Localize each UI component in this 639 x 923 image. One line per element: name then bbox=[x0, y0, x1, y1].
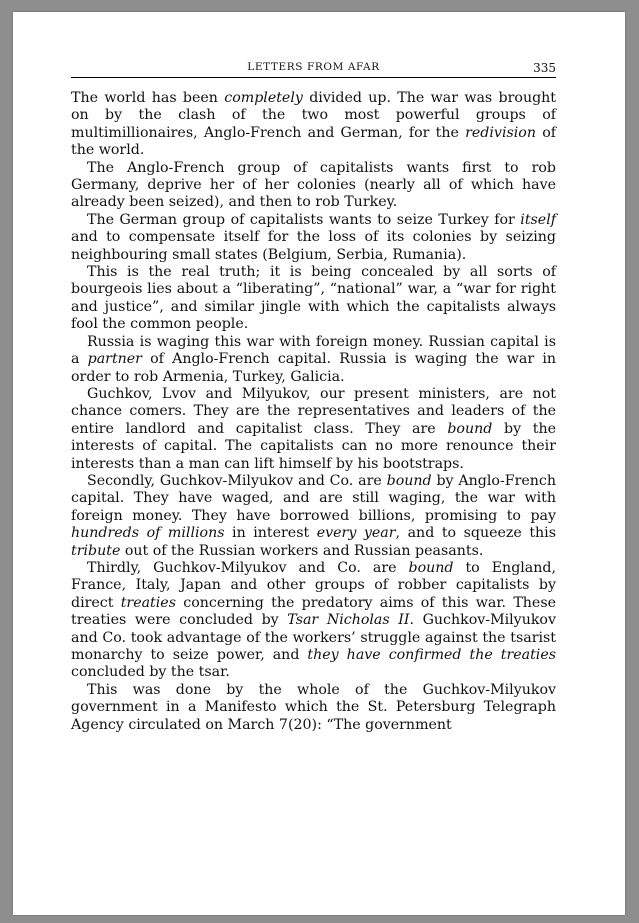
text-run: of the world. bbox=[71, 124, 557, 159]
book-page bbox=[13, 12, 625, 915]
text-run: divided up. The war was brought on by the clash of the two most powerful groups of multimillionaires, Anglo-French and German, for the bbox=[71, 90, 556, 141]
text-run: by the interests of capital. The capitalists can no more renounce their interests than a man can lift himself by his bootstraps. bbox=[71, 420, 556, 472]
text-run: concerning the predatory aims of this war. These treaties were concluded by bbox=[71, 594, 556, 629]
text-run: Thirdly, Guchkov-Milyukov and Co. are bbox=[87, 559, 409, 576]
paragraph bbox=[71, 334, 556, 386]
italic-text: treaties bbox=[120, 594, 176, 611]
italic-text: they have confirmed the treaties bbox=[307, 647, 557, 663]
text-run: Guchkov-Milyukov and Co. took advantage of the workers’ struggle against the tsarist monarchy to seize power, and bbox=[71, 612, 556, 663]
paragraph bbox=[71, 682, 556, 734]
paragraph bbox=[71, 386, 556, 473]
text-run: This was done by the whole of the Guchkov-Milyukov government in a Manifesto which the St. Petersburg Telegraph Agency circulated on March 7(20): “The government bbox=[71, 681, 556, 733]
paragraph bbox=[71, 560, 556, 682]
text-run: Russia is waging this war with foreign money. Russian capital is a bbox=[71, 333, 556, 368]
italic-text: every year bbox=[316, 525, 396, 542]
paragraph bbox=[71, 473, 556, 560]
text-run: of Anglo-French capital. Russia is waging the war in order to rob Armenia, Turkey, Galicia. bbox=[71, 351, 556, 385]
page-header bbox=[71, 61, 556, 78]
italic-text: tribute bbox=[71, 542, 121, 559]
text-run: The Anglo-French group of capitalists wants first to rob Germany, deprive her of her colonies (nearly all of which have already been seized), and then to rob Turkey. bbox=[71, 159, 556, 211]
italic-text: itself bbox=[520, 211, 556, 228]
running-title: LETTERS FROM AFAR bbox=[247, 61, 380, 73]
text-run: by Anglo-French capital. They have waged, and are still waging, the war with foreign money. They have borrowed billions, promising to pay bbox=[71, 472, 557, 524]
italic-text: completely bbox=[224, 90, 303, 106]
body-text bbox=[71, 90, 556, 734]
italic-text: redivision bbox=[465, 124, 536, 141]
paragraph bbox=[71, 212, 556, 264]
text-run: to England, France, Italy, Japan and other groups of robber capitalists by direct bbox=[71, 559, 556, 611]
text-run: concluded by the tsar. bbox=[71, 664, 230, 681]
italic-text: bound bbox=[408, 559, 454, 576]
page-number: 335 bbox=[533, 61, 556, 75]
paragraph bbox=[71, 90, 556, 160]
italic-text: partner bbox=[87, 351, 142, 368]
text-run: and to compensate itself for the loss of its colonies by seizing neighbouring small states (Belgium, Serbia, Rumania). bbox=[71, 229, 556, 263]
italic-text: Tsar Nicholas II. bbox=[287, 612, 414, 629]
text-run: This is the real truth; it is being concealed by all sorts of bourgeois lies about a “liberating”, “national” war, a “war for right and justice”, and similar jingle with which the capitalists always fool the common people. bbox=[71, 264, 556, 333]
italic-text: bound bbox=[386, 472, 432, 489]
paragraph bbox=[71, 160, 556, 212]
text-run: Guchkov, Lvov and Milyukov, our present ministers, are not chance comers. They are the representatives and leaders of the entire landlord and capitalist class. They are bbox=[71, 385, 556, 437]
text-run: out of the Russian workers and Russian peasants. bbox=[120, 542, 484, 559]
text-run: in interest bbox=[224, 525, 317, 542]
text-run: , and to squeeze this bbox=[395, 525, 556, 542]
paragraph bbox=[71, 264, 556, 334]
italic-text: hundreds of millions bbox=[71, 525, 225, 542]
italic-text: bound bbox=[447, 420, 493, 437]
text-run: The German group of capitalists wants to seize Turkey for bbox=[87, 211, 521, 228]
text-run: The world has been bbox=[71, 90, 225, 106]
text-run: Secondly, Guchkov-Milyukov and Co. are bbox=[87, 472, 387, 489]
